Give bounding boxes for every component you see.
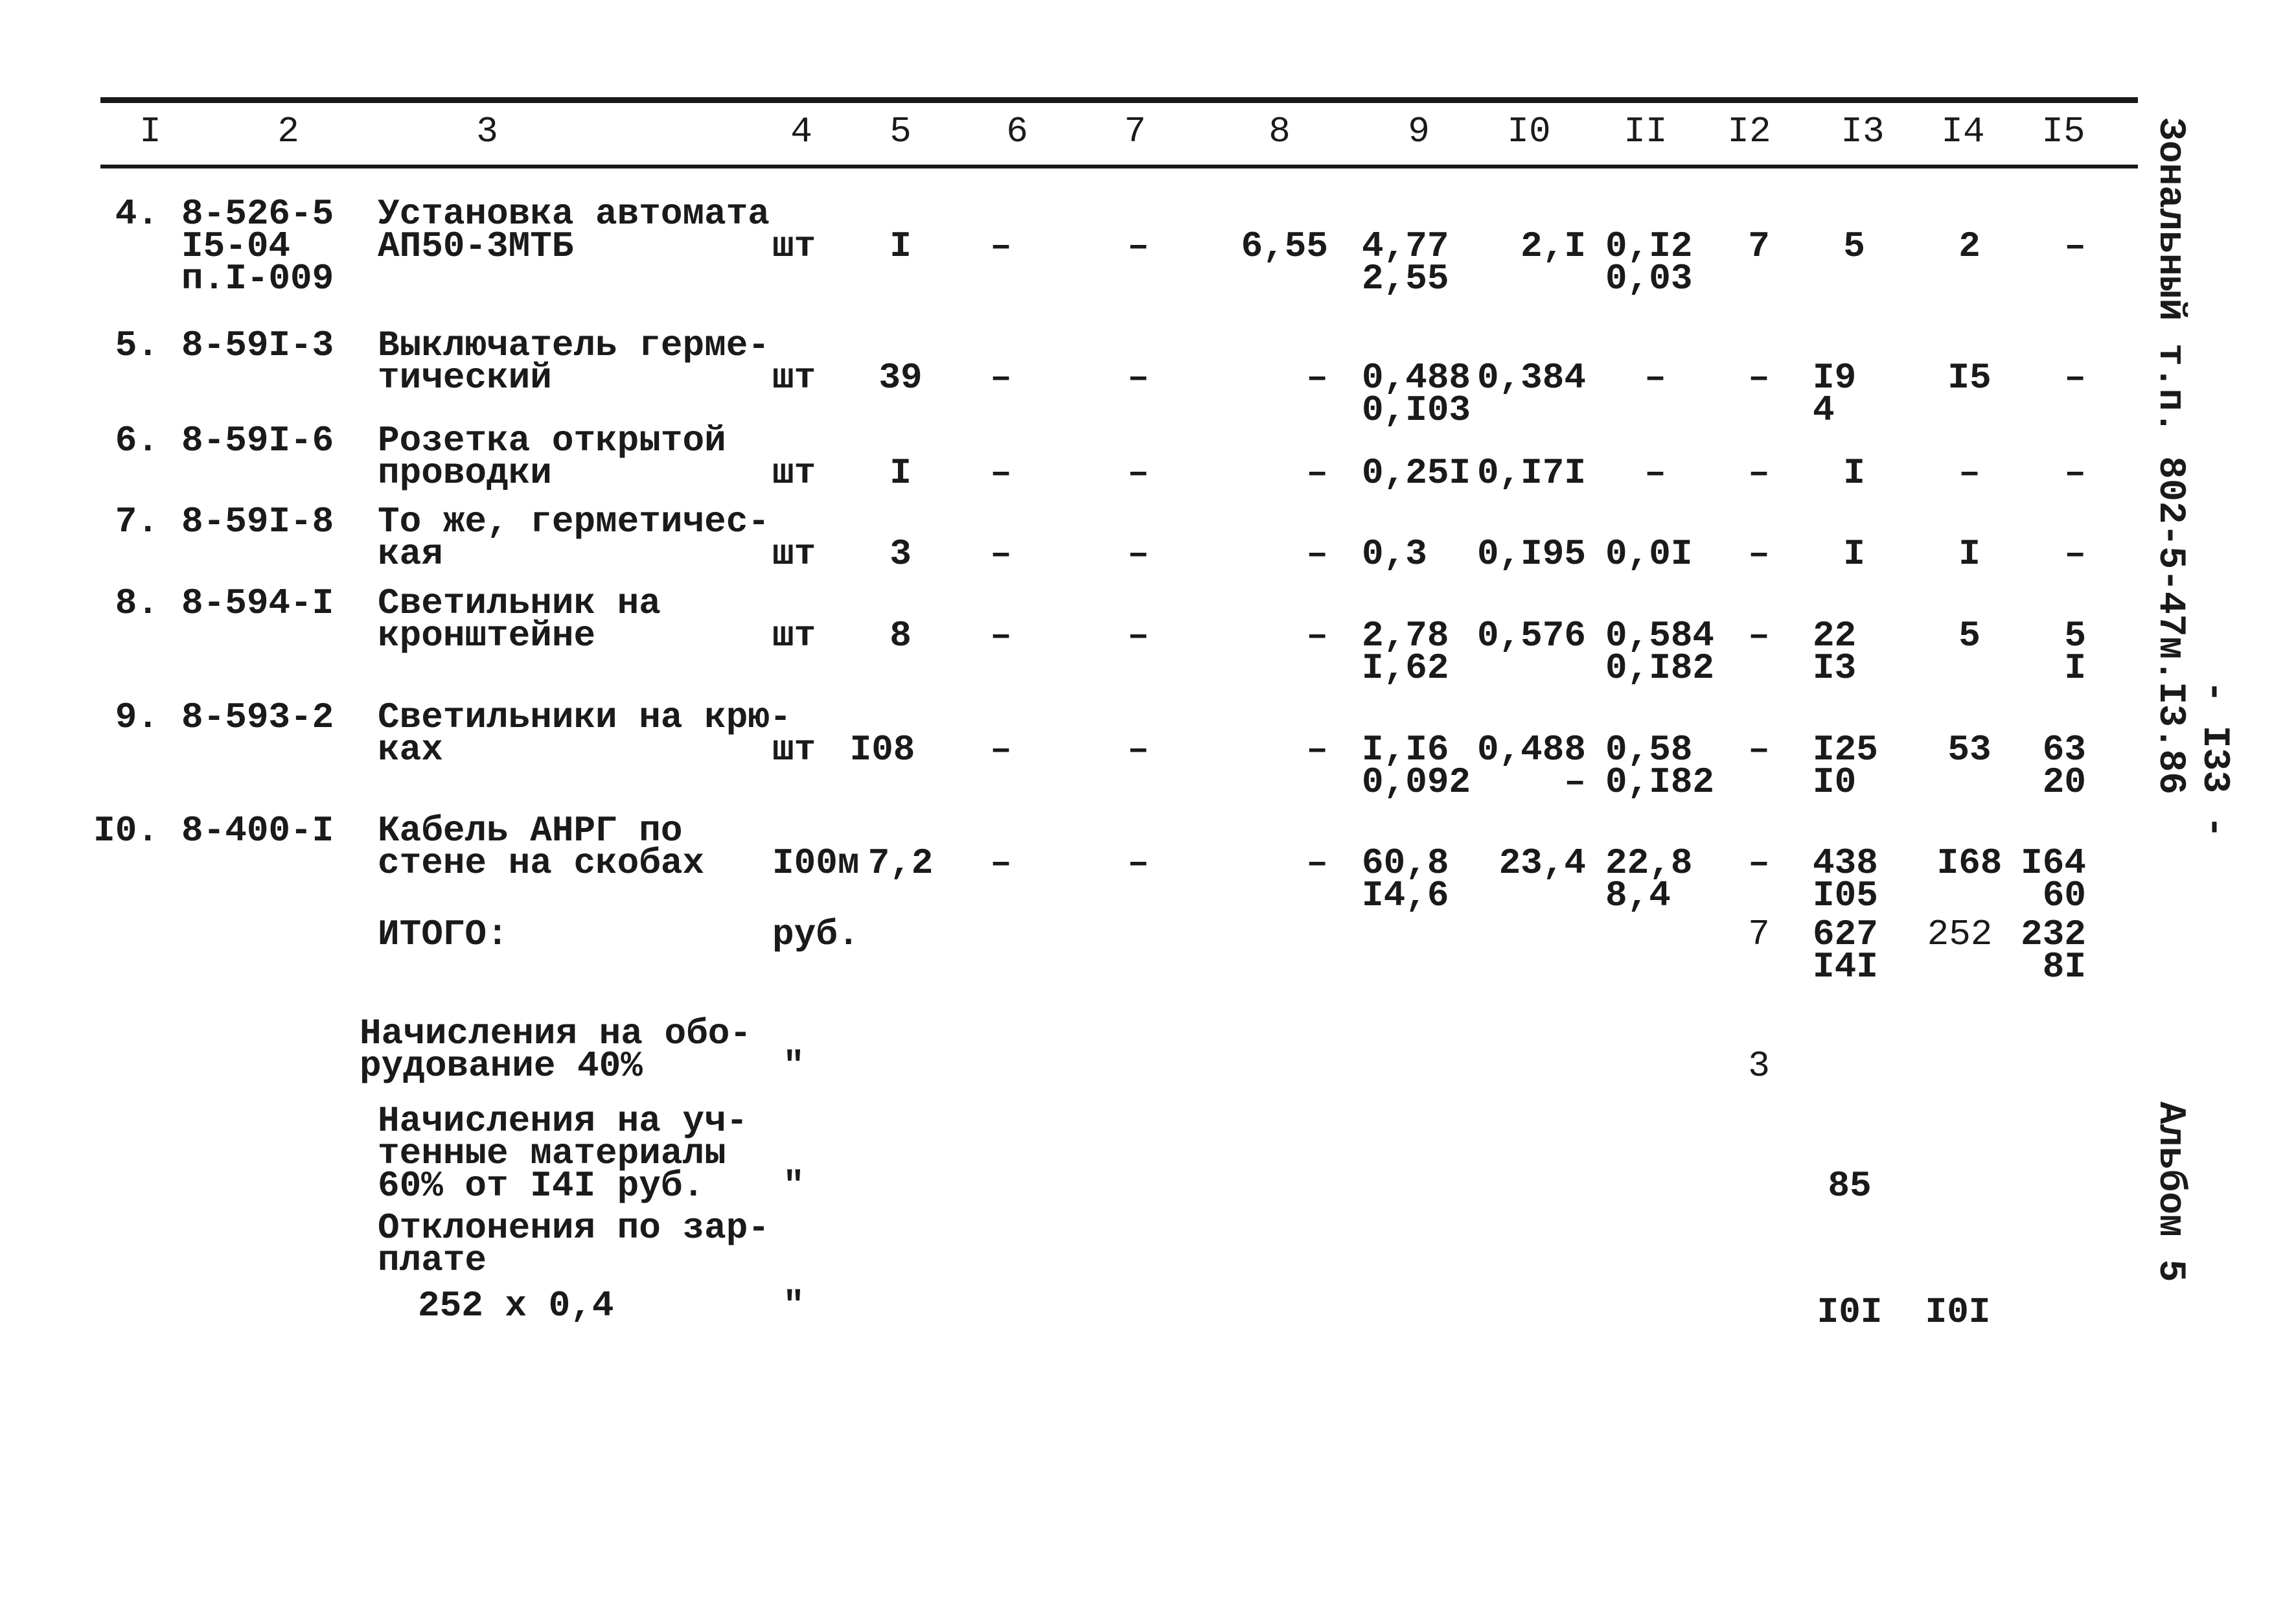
- row-7-c7: –: [1127, 842, 1149, 884]
- row-7-c9: 60,8 I4,6: [1362, 842, 1449, 916]
- extra-4-label: 252 х 0,4: [418, 1285, 614, 1326]
- row-1-c14: 2: [1958, 225, 1980, 267]
- extra-2-label: Начисления на уч- тенные материалы 60% от I4I руб.: [378, 1100, 748, 1207]
- row-3-c7: –: [1127, 452, 1149, 494]
- extra-4-unit: ": [783, 1285, 805, 1326]
- extra-2-c13: 85: [1828, 1165, 1872, 1207]
- row-3-num: 6.: [115, 420, 159, 461]
- table-top-rule: [100, 97, 2138, 103]
- row-1-qty: I: [890, 225, 912, 267]
- row-6-c13: I25 I0: [1813, 729, 1878, 803]
- header-col-8: 8: [1269, 111, 1291, 152]
- row-2-c14: I5: [1947, 357, 1992, 399]
- row-1-num: 4.: [115, 193, 159, 235]
- row-2-c11: –: [1644, 357, 1666, 399]
- row-3-c11: –: [1644, 452, 1666, 494]
- row-2-num: 5.: [115, 325, 159, 366]
- extra-1-c12: 3: [1748, 1045, 1770, 1087]
- extra-4-c14: I0I: [1925, 1291, 1991, 1333]
- row-4-c15: –: [2064, 533, 2086, 575]
- row-5-c13: 22 I3: [1813, 615, 1857, 689]
- row-7-c10: 23,4: [1498, 842, 1586, 884]
- row-2-c8: –: [1306, 357, 1328, 399]
- row-4-qty: 3: [890, 533, 912, 575]
- row-4-c10: 0,I95: [1476, 533, 1586, 575]
- row-5-c8: –: [1306, 615, 1328, 656]
- row-3-c15: –: [2064, 452, 2086, 494]
- row-4-c6: –: [990, 533, 1012, 575]
- row-4-c12: –: [1748, 533, 1770, 575]
- table-header-rule: [100, 165, 2138, 168]
- row-3-c6: –: [990, 452, 1012, 494]
- row-3-c9: 0,25I: [1362, 452, 1471, 494]
- row-4-unit: шт: [772, 533, 816, 575]
- header-col-7: 7: [1124, 111, 1146, 152]
- row-5-c9: 2,78 I,62: [1362, 615, 1449, 689]
- row-7-qty: 7,2: [867, 842, 934, 884]
- row-2-c13: I9 4: [1813, 357, 1857, 431]
- row-3-c14: –: [1958, 452, 1980, 494]
- row-1-c10: 2,I: [1521, 225, 1586, 267]
- row-5-c12: –: [1748, 615, 1770, 656]
- row-6-unit: шт: [772, 729, 816, 770]
- header-col-13: I3: [1841, 111, 1885, 152]
- row-1-c11: 0,I2 0,03: [1605, 225, 1693, 299]
- row-3-code: 8-59I-6: [181, 420, 334, 461]
- total-c15: 232 8I: [2021, 914, 2086, 988]
- row-1-c15: –: [2064, 225, 2086, 267]
- row-7-c8: –: [1306, 842, 1328, 884]
- row-5-name: Светильник на кронштейне: [378, 583, 661, 656]
- total-unit: руб.: [772, 914, 860, 955]
- row-7-c12: –: [1748, 842, 1770, 884]
- row-1-c13: 5: [1843, 225, 1865, 267]
- row-2-c10: 0,384: [1476, 357, 1586, 399]
- header-col-10: I0: [1507, 111, 1551, 152]
- row-4-c8: –: [1306, 533, 1328, 575]
- row-1-c7: –: [1127, 225, 1149, 267]
- row-4-c11: 0,0I: [1605, 533, 1693, 575]
- row-6-c9: I,I6 0,092: [1362, 729, 1471, 803]
- row-4-num: 7.: [115, 501, 159, 542]
- row-4-c13: I: [1843, 533, 1865, 575]
- side-doc-code: Зональный т.п. 802-5-47м.I3.86: [2149, 118, 2191, 795]
- row-7-c6: –: [990, 842, 1012, 884]
- total-label: ИТОГО:: [378, 914, 509, 955]
- row-6-c15: 63 20: [2042, 729, 2086, 803]
- row-2-qty: 39: [878, 357, 923, 399]
- row-2-code: 8-59I-3: [181, 325, 334, 366]
- row-4-name: То же, герметичес- кая: [378, 501, 770, 575]
- row-2-c12: –: [1748, 357, 1770, 399]
- row-2-c6: –: [990, 357, 1012, 399]
- total-c13: 627 I4I: [1813, 914, 1878, 988]
- row-7-num: I0.: [93, 810, 159, 851]
- header-col-11: II: [1624, 111, 1668, 152]
- row-3-c8: –: [1306, 452, 1328, 494]
- row-3-c12: –: [1748, 452, 1770, 494]
- row-5-c15: 5 I: [2064, 615, 2086, 689]
- row-1-c8: 6,55: [1241, 225, 1328, 267]
- row-2-c15: –: [2064, 357, 2086, 399]
- row-3-unit: шт: [772, 452, 816, 494]
- row-4-c9: 0,3: [1362, 533, 1427, 575]
- row-7-c15: I64 60: [2021, 842, 2086, 916]
- row-5-c14: 5: [1958, 615, 1980, 656]
- row-2-c9: 0,488 0,I03: [1362, 357, 1471, 431]
- row-2-unit: шт: [772, 357, 816, 399]
- row-1-c12: 7: [1748, 225, 1770, 267]
- row-6-c10: 0,488 –: [1476, 729, 1586, 803]
- row-6-c14: 53: [1947, 729, 1992, 770]
- row-1-c9: 4,77 2,55: [1362, 225, 1449, 299]
- row-4-code: 8-59I-8: [181, 501, 334, 542]
- row-6-c11: 0,58 0,I82: [1605, 729, 1715, 803]
- row-3-name: Розетка открытой проводки: [378, 420, 726, 494]
- row-2-c7: –: [1127, 357, 1149, 399]
- side-album-label: Альбом 5: [2149, 1102, 2191, 1282]
- extra-2-unit: ": [783, 1165, 805, 1207]
- row-6-c8: –: [1306, 729, 1328, 770]
- row-6-c7: –: [1127, 729, 1149, 770]
- total-c14: 252: [1927, 914, 1993, 955]
- extra-4-c13: I0I: [1817, 1291, 1883, 1333]
- header-col-15: I5: [2041, 111, 2085, 152]
- row-6-qty: I08: [849, 729, 915, 770]
- row-6-code: 8-593-2: [181, 697, 334, 738]
- header-col-14: I4: [1941, 111, 1985, 152]
- side-page-number: - I33 -: [2193, 680, 2235, 838]
- header-col-9: 9: [1408, 111, 1430, 152]
- row-7-code: 8-400-I: [181, 810, 334, 851]
- row-5-c11: 0,584 0,I82: [1605, 615, 1715, 689]
- row-5-c10: 0,576: [1476, 615, 1586, 656]
- row-5-num: 8.: [115, 583, 159, 624]
- row-1-name: Установка автомата АП50-3МТБ: [378, 193, 770, 267]
- total-c12: 7: [1748, 914, 1770, 955]
- row-6-c12: –: [1748, 729, 1770, 770]
- header-col-2: 2: [277, 111, 299, 152]
- row-1-unit: шт: [772, 225, 816, 267]
- row-3-c13: I: [1843, 452, 1865, 494]
- header-col-4: 4: [790, 111, 812, 152]
- extra-3-label: Отклонения по зар- плате: [378, 1207, 770, 1281]
- row-3-c10: 0,I7I: [1476, 452, 1586, 494]
- row-7-unit: I00м: [772, 842, 860, 884]
- row-5-c7: –: [1127, 615, 1149, 656]
- row-7-name: Кабель АНРГ по стене на скобах: [378, 810, 705, 884]
- row-7-c11: 22,8 8,4: [1605, 842, 1693, 916]
- row-2-name: Выключатель герме- тический: [378, 325, 770, 399]
- header-col-6: 6: [1006, 111, 1028, 152]
- row-5-c6: –: [990, 615, 1012, 656]
- header-col-1: I: [139, 111, 161, 152]
- header-col-5: 5: [890, 111, 912, 152]
- row-1-code: 8-526-5 I5-04 п.I-009: [181, 193, 334, 299]
- row-5-code: 8-594-I: [181, 583, 334, 624]
- row-6-c6: –: [990, 729, 1012, 770]
- header-col-3: 3: [476, 111, 498, 152]
- row-6-num: 9.: [115, 697, 159, 738]
- row-1-c6: –: [990, 225, 1012, 267]
- header-col-12: I2: [1727, 111, 1771, 152]
- row-5-unit: шт: [772, 615, 816, 656]
- extra-1-unit: ": [783, 1045, 805, 1087]
- row-7-c14: I68: [1936, 842, 2003, 884]
- row-4-c7: –: [1127, 533, 1149, 575]
- extra-1-label: Начисления на обо- рудование 40%: [360, 1013, 752, 1087]
- row-4-c14: I: [1958, 533, 1980, 575]
- row-3-qty: I: [890, 452, 912, 494]
- row-6-name: Светильники на крю- ках: [378, 697, 792, 770]
- row-7-c13: 438 I05: [1813, 842, 1878, 916]
- row-5-qty: 8: [890, 615, 912, 656]
